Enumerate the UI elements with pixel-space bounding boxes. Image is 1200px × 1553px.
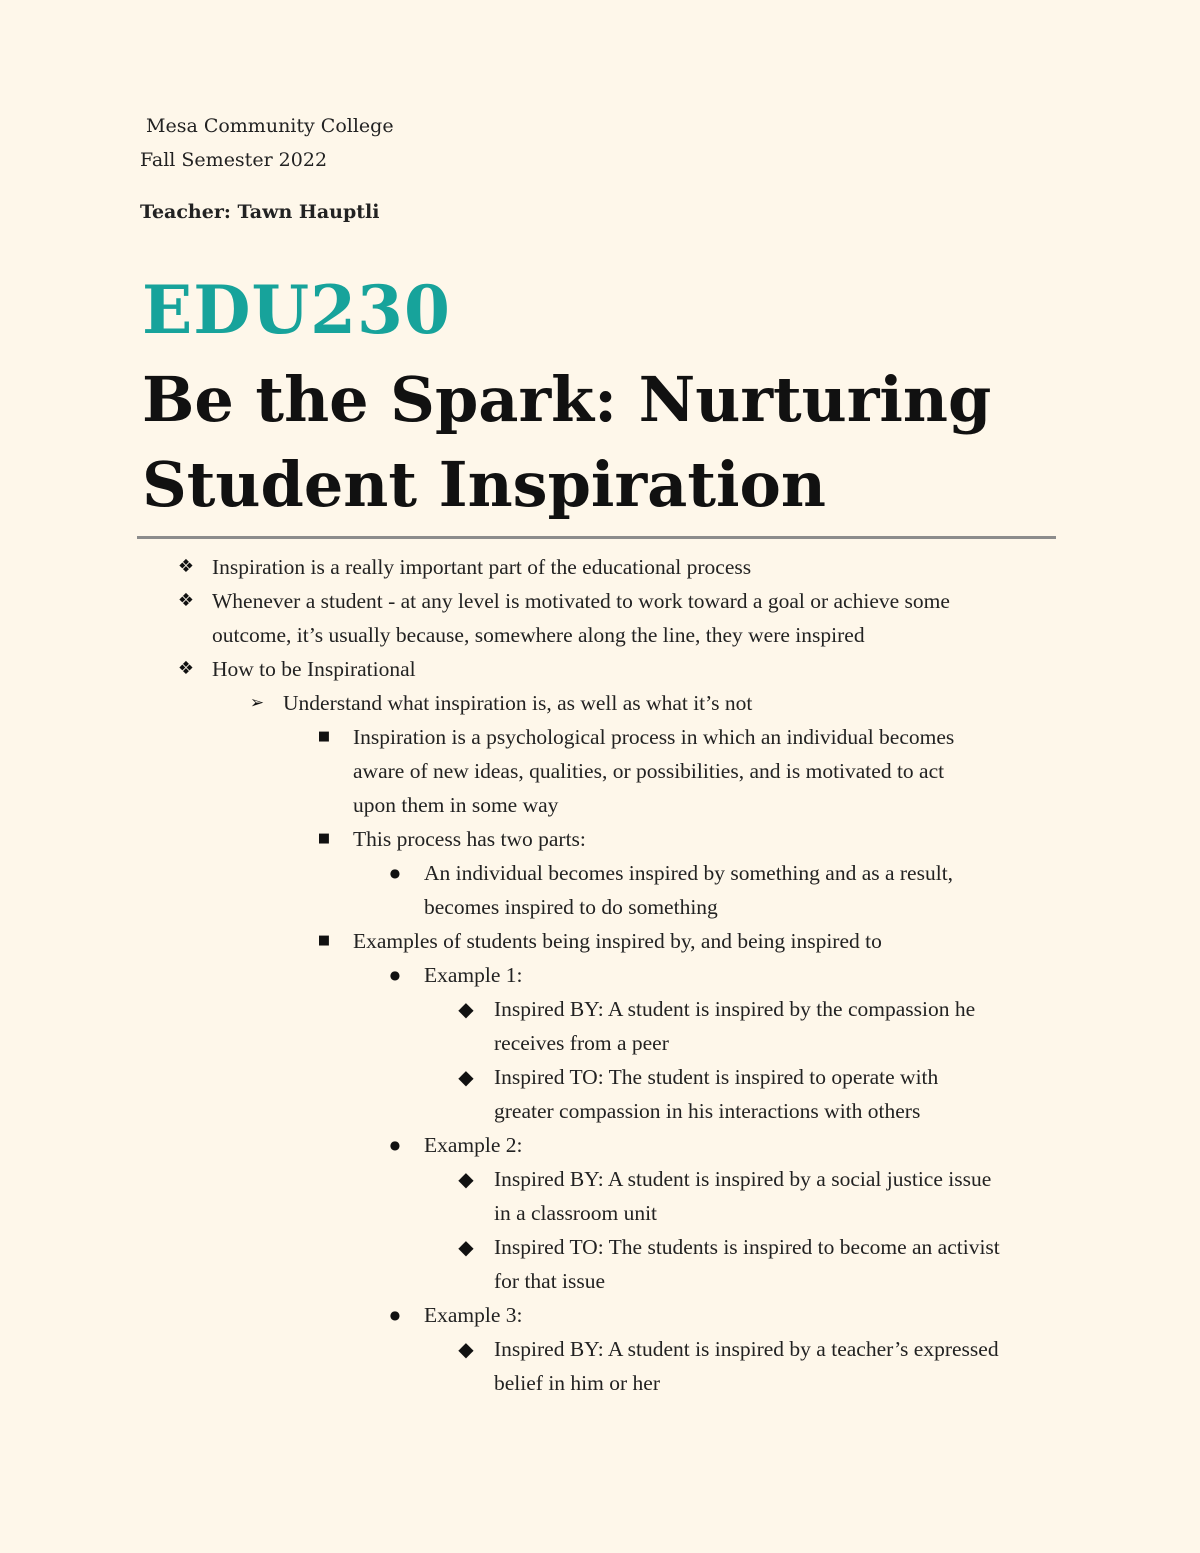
teacher-name: Teacher: Tawn Hauptli <box>140 201 380 223</box>
list-item-text: Inspired BY: A student is inspired by the compassion he <box>494 997 976 1021</box>
bullet-icon: ◆ <box>458 1065 474 1089</box>
bullet-icon: ● <box>389 968 401 982</box>
list-item-text: Inspired TO: The student is inspired to operate with <box>494 1065 939 1089</box>
list-item-text: Inspiration is a really important part of the educational process <box>212 555 752 579</box>
list-item-text: How to be Inspirational <box>212 657 416 681</box>
divider <box>137 536 1056 539</box>
list-item-text: becomes inspired to do something <box>424 895 718 919</box>
list-item-text: Inspired TO: The students is inspired to become an activist <box>494 1235 1000 1259</box>
list-item-text: Whenever a student - at any level is motivated to work toward a goal or achieve some <box>212 589 950 613</box>
college-name: Mesa Community College <box>146 115 394 137</box>
bullet-icon: ■ <box>317 933 331 948</box>
list-item-text: outcome, it’s usually because, somewhere along the line, they were inspired <box>212 623 865 647</box>
bullet-icon: ● <box>389 866 401 880</box>
page-title: Be the Spark: Nurturing Student Inspiration <box>142 363 992 521</box>
list-item-text: receives from a peer <box>494 1031 669 1055</box>
list-item-text: aware of new ideas, qualities, or possibilities, and is motivated to act <box>353 759 945 783</box>
bullet-icon: ◆ <box>458 997 474 1021</box>
list-item-text: Inspired BY: A student is inspired by a teacher’s expressed <box>494 1337 999 1361</box>
bullet-icon: ● <box>389 1308 401 1322</box>
bullet-icon: ◆ <box>458 1337 474 1361</box>
list-item-text: upon them in some way <box>353 793 559 817</box>
semester-label: Fall Semester 2022 <box>140 149 328 171</box>
bullet-icon: ■ <box>317 831 331 846</box>
list-item-text: Understand what inspiration is, as well as what it’s not <box>283 691 753 715</box>
list-item-text: An individual becomes inspired by something and as a result, <box>424 861 954 885</box>
list-item-text: This process has two parts: <box>353 827 586 851</box>
bullet-icon: ❖ <box>177 590 195 611</box>
list-item-text: in a classroom unit <box>494 1201 658 1225</box>
course-code: EDU230 <box>142 271 451 349</box>
list-item-text: Examples of students being inspired by, and being inspired to <box>353 929 882 953</box>
list-item-text: Inspired BY: A student is inspired by a social justice issue <box>494 1167 992 1191</box>
list-item-text: Example 2: <box>424 1133 523 1157</box>
list-item-text: greater compassion in his interactions with others <box>494 1099 921 1123</box>
bullet-icon: ● <box>389 1138 401 1152</box>
list-item-text: belief in him or her <box>494 1371 660 1395</box>
bullet-icon: ◆ <box>458 1167 474 1191</box>
bullet-icon: ◆ <box>458 1235 474 1259</box>
list-item-text: Example 3: <box>424 1303 523 1327</box>
bullet-icon: ■ <box>317 729 331 744</box>
list-item-text: for that issue <box>494 1269 606 1293</box>
list-item-text: Inspiration is a psychological process in which an individual becomes <box>353 725 955 749</box>
bullet-icon: ❖ <box>177 556 195 577</box>
list-item-text: Example 1: <box>424 963 523 987</box>
bullet-icon: ❖ <box>177 658 195 679</box>
bullet-icon: ➢ <box>249 693 265 713</box>
